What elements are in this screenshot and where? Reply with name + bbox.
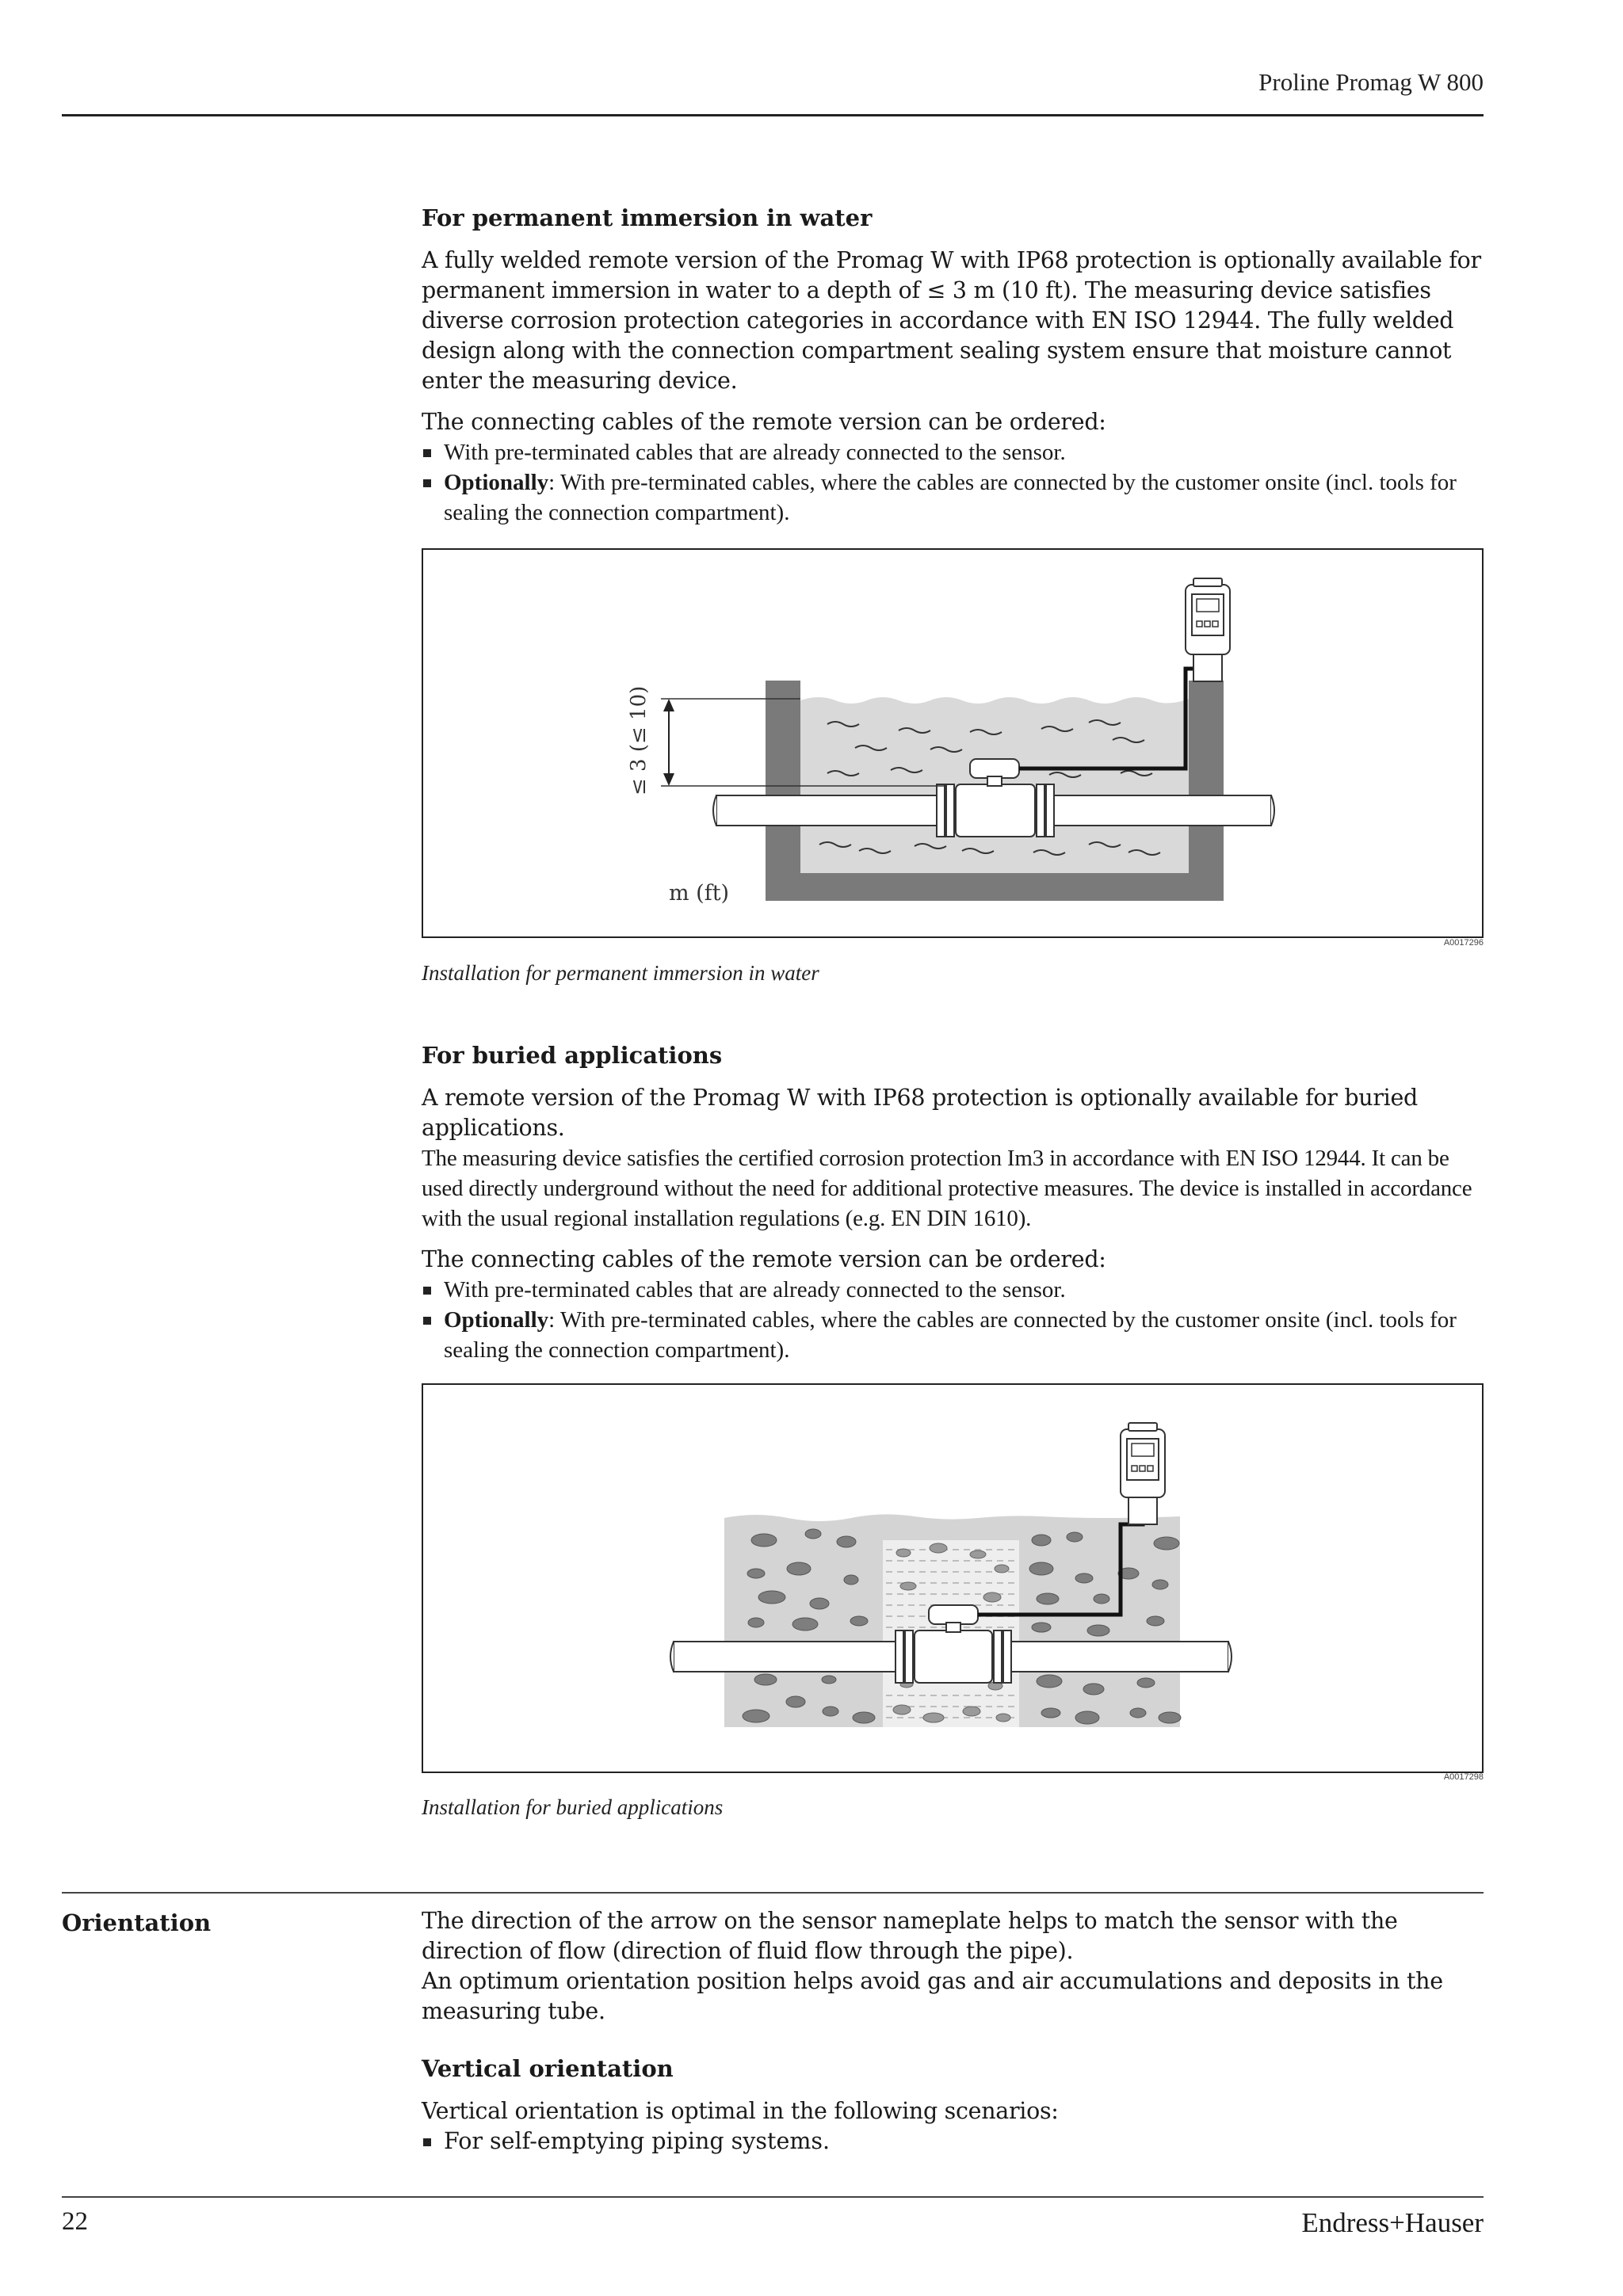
flange-right-outer (1046, 784, 1054, 837)
running-header-title: Proline Promag W 800 (1258, 68, 1484, 96)
transmitter-mount (1128, 1497, 1157, 1524)
sensor-terminal-box (970, 759, 1019, 778)
unit-label: m (ft) (669, 881, 730, 906)
bullet-icon (423, 479, 431, 487)
footer-brand: Endress+Hauser (1301, 2207, 1484, 2238)
bullet-icon (423, 449, 431, 457)
sensor-body (956, 784, 1035, 837)
immersion-figure (422, 548, 1484, 938)
basin-right-wall (1189, 681, 1224, 901)
footer-rule (62, 2196, 1484, 2198)
immersion-diagram (423, 550, 1482, 936)
basin-left-wall (766, 681, 800, 901)
bullet-icon (423, 2138, 431, 2146)
buried-diagram (423, 1385, 1482, 1772)
immersion-figure-caption: Installation for permanent immersion in water (422, 961, 819, 985)
flange-right-inner (1037, 784, 1044, 837)
dimension-arrowhead-down (663, 773, 674, 786)
list-item: Optionally: With pre-terminated cables, where the cables are connected by the customer onsite (incl. tools for sealing the connection compartment). (422, 467, 1484, 528)
immersion-bullet-list (422, 437, 1484, 528)
orientation-rule (62, 1892, 1484, 1894)
transmitter-mount (1193, 654, 1222, 681)
depth-label: ≤ 3 (≤ 10) (627, 685, 651, 795)
orientation-para-2: An optimum orientation position helps avoid gas and air accumulations and deposits in the measuring tube. (422, 1968, 1443, 2024)
list-item: For self-emptying piping systems. (422, 2126, 1484, 2157)
orientation-label: Orientation (62, 1909, 212, 1936)
buried-section (422, 1042, 1484, 1365)
immersion-body: A fully welded remote version of the Promag W with IP68 protection is optionally available for permanent immersion in water to a depth of ≤ 3 m (10 ft). The measuring device satisfies diverse corrosion protection categories in accordance with EN ISO 12944. The fully welded design along with the connection compartment sealing system ensure that moisture cannot enter the measuring device. (422, 247, 1481, 394)
page-number: 22 (62, 2207, 88, 2236)
list-item: With pre-terminated cables that are already connected to the sensor. (422, 1275, 1484, 1305)
buried-bullet-list (422, 1275, 1484, 1365)
orientation-para-1: The direction of the arrow on the sensor nameplate helps to match the sensor with the direction of flow (direction of fluid flow through the pipe). (422, 1908, 1398, 1964)
buried-figure-id: A0017298 (1443, 1772, 1484, 1782)
bullet-icon (423, 1317, 431, 1325)
orientation-section (422, 1906, 1484, 2157)
display-screen (1132, 1444, 1154, 1456)
buried-figure (422, 1383, 1484, 1773)
list-item: Optionally: With pre-terminated cables, where the cables are connected by the customer onsite (incl. tools for sealing the connection compartment). (422, 1305, 1484, 1365)
flange-right-inner (994, 1630, 1002, 1683)
flange-left-outer (937, 784, 945, 837)
basin-floor (766, 873, 1224, 901)
buried-body-first-line: A remote version of the Promag W with IP68 protection is optionally available for buried applications. (422, 1085, 1419, 1141)
buried-cables-intro: The connecting cables of the remote version can be ordered: (422, 1246, 1106, 1272)
flange-left-inner (946, 784, 954, 837)
buried-figure-caption: Installation for buried applications (422, 1795, 724, 1819)
immersion-heading: For permanent immersion in water (422, 204, 873, 231)
sensor-body (915, 1630, 992, 1683)
buried-body-rest: The measuring device satisfies the certified corrosion protection Im3 in accordance with EN ISO 12944. It can be used directly underground without the need for additional protective measures. The device is installed in accordance with the usual regional installation regulations (e.g. EN DIN 1610). (422, 1146, 1472, 1231)
list-item: With pre-terminated cables that are already connected to the sensor. (422, 437, 1484, 467)
immersion-cables-intro: The connecting cables of the remote version can be ordered: (422, 409, 1106, 435)
header-rule (62, 114, 1484, 116)
vertical-orientation-list (422, 2126, 1484, 2157)
immersion-section (422, 204, 1484, 528)
display-screen (1197, 599, 1219, 612)
flange-left-outer (896, 1630, 903, 1683)
dimension-arrowhead-up (663, 699, 674, 711)
flange-left-inner (905, 1630, 913, 1683)
immersion-figure-id: A0017296 (1443, 938, 1484, 948)
sensor-terminal-box (929, 1605, 978, 1624)
vertical-orientation-heading: Vertical orientation (422, 2055, 674, 2082)
flange-right-outer (1003, 1630, 1011, 1683)
bullet-icon (423, 1287, 431, 1295)
buried-heading: For buried applications (422, 1042, 723, 1069)
vertical-orientation-intro: Vertical orientation is optimal in the following scenarios: (422, 2098, 1059, 2124)
